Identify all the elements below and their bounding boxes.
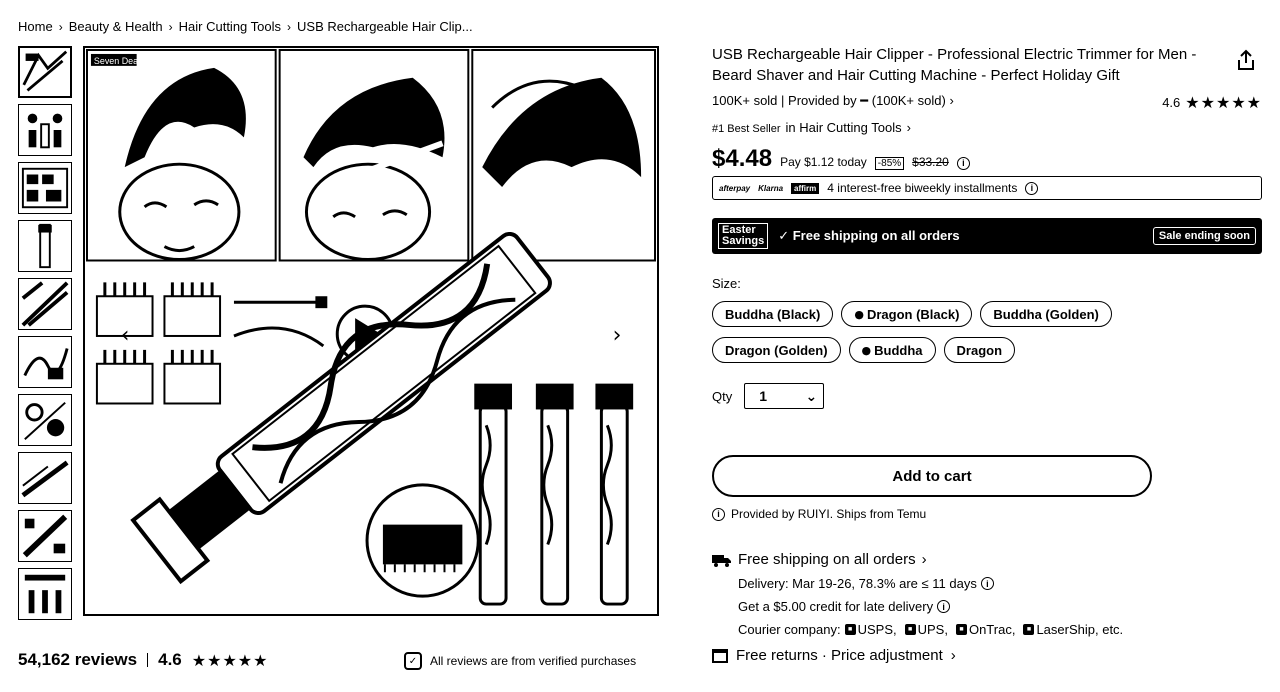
easter-savings-badge bbox=[718, 223, 768, 249]
shield-check-icon: ✓ bbox=[404, 652, 422, 670]
breadcrumb-beauty-health[interactable]: Beauty & Health bbox=[68, 19, 163, 34]
hot-icon: ● bbox=[861, 343, 872, 357]
credit-text: Get a $5.00 credit for late delivery bbox=[738, 599, 934, 614]
breadcrumb-separator: › bbox=[168, 19, 173, 34]
shipping-section bbox=[712, 551, 1262, 664]
bestseller-badge: #1 Best Seller bbox=[712, 123, 781, 135]
size-option-dragon-black[interactable] bbox=[841, 301, 972, 327]
chevron-right-icon: › bbox=[906, 120, 911, 135]
size-option-label: Buddha (Golden) bbox=[993, 306, 1099, 322]
delivery-row bbox=[738, 576, 1262, 591]
original-price: $33.20 bbox=[912, 155, 949, 169]
chevron-right-icon: › bbox=[949, 93, 954, 108]
thumbnail-2[interactable] bbox=[18, 104, 72, 156]
thumbnail-5[interactable] bbox=[18, 278, 72, 330]
add-to-cart-button[interactable]: Add to cart bbox=[712, 455, 1152, 497]
returns-box-icon bbox=[712, 649, 728, 663]
provided-by: | Provided by ━ (100K+ sold) bbox=[781, 93, 946, 108]
free-shipping-link[interactable] bbox=[712, 551, 1262, 568]
courier-name: LaserShip, etc. bbox=[1036, 622, 1124, 637]
thumbnail-1[interactable] bbox=[18, 46, 72, 98]
courier-row bbox=[738, 622, 1262, 637]
provider-note bbox=[712, 507, 1262, 521]
bestseller-category: in Hair Cutting Tools bbox=[785, 120, 902, 135]
verified-text: All reviews are from verified purchases bbox=[430, 654, 637, 668]
info-icon[interactable]: i bbox=[957, 157, 970, 170]
chevron-right-icon[interactable]: › bbox=[612, 322, 622, 348]
promo-shipping bbox=[778, 228, 959, 244]
size-option-buddha[interactable] bbox=[849, 337, 936, 363]
sold-line bbox=[712, 93, 1262, 112]
thumbnail-3[interactable] bbox=[18, 162, 72, 214]
bestseller-line[interactable] bbox=[712, 120, 1262, 135]
size-option-buddha-golden[interactable] bbox=[980, 301, 1111, 327]
quantity-select[interactable] bbox=[744, 383, 824, 409]
price-line bbox=[712, 145, 1262, 173]
breadcrumb-separator: › bbox=[287, 19, 292, 34]
thumbnail-list bbox=[18, 46, 72, 620]
badge-line-1: Easter bbox=[722, 224, 756, 236]
size-option-dragon-golden[interactable] bbox=[712, 337, 841, 363]
size-option-label: Dragon (Golden) bbox=[725, 342, 828, 358]
afterpay-logo: afterpay bbox=[719, 183, 751, 193]
provider-text: Provided by RUIYI. Ships from Temu bbox=[731, 507, 927, 521]
review-count[interactable]: 54,162 reviews bbox=[18, 650, 138, 669]
thumbnail-7[interactable] bbox=[18, 394, 72, 446]
credit-row bbox=[738, 599, 1262, 614]
quantity-row bbox=[712, 383, 1262, 409]
size-option-label: Dragon bbox=[956, 342, 1003, 358]
breadcrumb bbox=[18, 19, 473, 34]
discount-badge: -85% bbox=[875, 157, 904, 170]
courier-name: OnTrac, bbox=[968, 622, 1016, 637]
size-option-dragon[interactable] bbox=[944, 337, 1016, 363]
delivery-text: Delivery: Mar 19-26, 78.3% are ≤ 11 days bbox=[738, 576, 977, 591]
info-icon[interactable]: i bbox=[981, 577, 994, 590]
check-icon: ✓ bbox=[778, 228, 790, 243]
chevron-left-icon[interactable]: ‹ bbox=[120, 322, 130, 348]
qty-label: Qty bbox=[712, 388, 733, 404]
thumbnail-6[interactable] bbox=[18, 336, 72, 388]
courier-name: USPS, bbox=[857, 622, 897, 637]
share-icon[interactable] bbox=[1234, 48, 1258, 72]
courier-lasership bbox=[1023, 622, 1123, 637]
chevron-down-icon: ⌄ bbox=[805, 387, 818, 404]
divider bbox=[147, 653, 148, 667]
qty-value: 1 bbox=[759, 388, 768, 404]
thumbnail-10[interactable] bbox=[18, 568, 72, 620]
size-option-buddha-black[interactable] bbox=[712, 301, 833, 327]
product-details bbox=[712, 44, 1262, 664]
star-rating-icon: ★★★★★ bbox=[1185, 93, 1262, 112]
sold-count: 100K+ sold bbox=[712, 93, 778, 108]
ontrac-icon: ■ bbox=[956, 624, 967, 635]
rating-summary[interactable] bbox=[1162, 93, 1262, 112]
breadcrumb-current: USB Rechargeable Hair Clip... bbox=[297, 19, 473, 34]
thumbnail-9[interactable] bbox=[18, 510, 72, 562]
info-icon[interactable]: i bbox=[937, 600, 950, 613]
free-returns-link[interactable] bbox=[712, 647, 1262, 664]
info-icon[interactable]: i bbox=[1025, 182, 1038, 195]
main-product-image[interactable] bbox=[83, 46, 659, 616]
breadcrumb-home[interactable]: Home bbox=[18, 19, 53, 34]
installments-banner[interactable] bbox=[712, 176, 1262, 200]
seller-info[interactable] bbox=[712, 93, 954, 112]
ups-icon: ■ bbox=[905, 624, 916, 635]
truck-icon bbox=[712, 553, 732, 567]
hot-icon: ● bbox=[854, 307, 864, 321]
star-rating-icon: ★★★★★ bbox=[191, 650, 269, 670]
free-shipping-title: Free shipping on all orders bbox=[738, 551, 916, 568]
returns-text: Free returns · Price adjustment bbox=[736, 647, 943, 664]
rating-value: 4.6 bbox=[1162, 95, 1181, 110]
breadcrumb-hair-cutting-tools[interactable]: Hair Cutting Tools bbox=[178, 19, 282, 34]
pay-today: Pay $1.12 today bbox=[780, 155, 867, 169]
courier-ups bbox=[905, 622, 948, 637]
affirm-logo: affirm bbox=[791, 183, 819, 194]
klarna-logo: Klarna bbox=[758, 183, 784, 193]
promo-shipping-text: Free shipping on all orders bbox=[792, 228, 960, 243]
size-options bbox=[712, 301, 1152, 363]
thumbnail-8[interactable] bbox=[18, 452, 72, 504]
size-option-label: Buddha bbox=[874, 342, 923, 358]
lasership-icon: ■ bbox=[1023, 624, 1034, 635]
thumbnail-4[interactable] bbox=[18, 220, 72, 272]
breadcrumb-separator: › bbox=[58, 19, 63, 34]
installments-text: 4 interest-free biweekly installments bbox=[827, 181, 1018, 195]
courier-usps bbox=[845, 622, 897, 637]
chevron-right-icon: › bbox=[950, 647, 956, 664]
badge-line-2: Savings bbox=[722, 235, 765, 247]
verified-notice bbox=[404, 652, 636, 670]
product-title: USB Rechargeable Hair Clipper - Professional Electric Trimmer for Men - Beard Shaver and Hair Cutting Machine - Perfect Holiday Gift bbox=[712, 46, 1197, 84]
courier-label: Courier company: bbox=[738, 622, 841, 637]
current-price: $4.48 bbox=[712, 145, 773, 172]
size-option-label: Buddha (Black) bbox=[725, 306, 821, 322]
promo-banner bbox=[712, 218, 1262, 254]
reviews-summary[interactable] bbox=[18, 650, 268, 670]
chevron-right-icon: › bbox=[921, 551, 927, 568]
image-badge-text: Seven Deal bbox=[93, 55, 141, 66]
courier-name: UPS, bbox=[917, 622, 948, 637]
size-option-label: Dragon (Black) bbox=[866, 306, 960, 322]
sale-ending-badge: Sale ending soon bbox=[1153, 227, 1256, 245]
courier-ontrac bbox=[956, 622, 1015, 637]
size-label: Size: bbox=[712, 276, 741, 291]
review-rating: 4.6 bbox=[158, 650, 182, 669]
usps-icon: ■ bbox=[845, 624, 856, 635]
info-icon[interactable]: i bbox=[712, 508, 725, 521]
